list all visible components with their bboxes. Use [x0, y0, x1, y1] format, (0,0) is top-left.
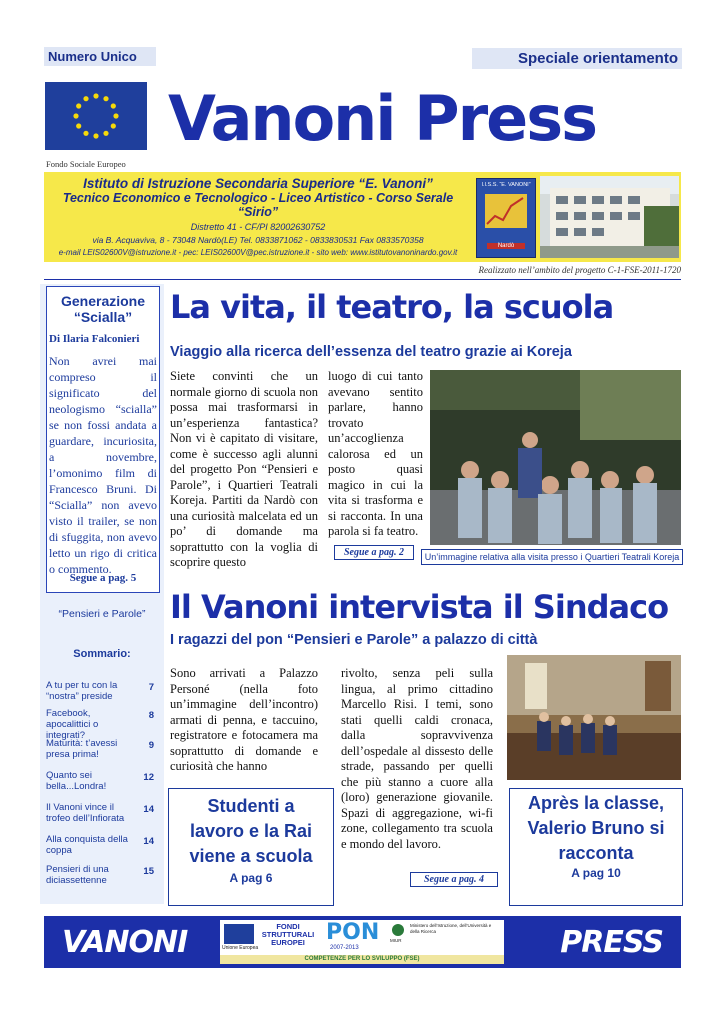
toc-item-label: Il Vanoni vince il trofeo dell’Infiorata — [46, 802, 125, 824]
school-building-photo — [540, 176, 679, 258]
pon-banner — [220, 920, 504, 964]
article1-photo — [430, 370, 681, 545]
callout-left[interactable] — [168, 788, 334, 906]
special-tag: Speciale orientamento — [472, 48, 682, 69]
toc-item[interactable] — [46, 738, 158, 770]
article2-subhead: I ragazzi del pon “Pensieri e Parole” a palazzo di città — [170, 632, 538, 648]
header-rule — [44, 279, 681, 280]
article1-headline: La vita, il teatro, la scuola — [170, 288, 614, 326]
toc-item-page: 14 — [143, 804, 154, 815]
toc-item-label: Pensieri di una diciassettenne — [46, 864, 109, 886]
article1-follow[interactable]: Segue a pag. 2 — [334, 545, 414, 560]
eu-mini-flag-icon — [224, 924, 254, 944]
project-note: Realizzato nell’ambito del progetto C-1-FSE-2011-1720 — [478, 265, 681, 275]
eu-flag-icon — [45, 82, 147, 150]
school-contacts: e-mail LEIS02600V@istruzione.it - pec: LEIS02600V@pec.istruzione.it - sito web: www.istitutovanoninardo.gov.it — [58, 248, 458, 257]
toc-item-label: Maturità: t’avessi presa prima! — [46, 738, 118, 760]
school-address: via B. Acquaviva, 8 - 73048 Nardò(LE) Tel. 0833871062 - 0833830531 Fax 0833570358 — [92, 235, 424, 245]
toc-item-label: Facebook, apocalittici o integrati? — [46, 708, 99, 741]
toc-item[interactable] — [46, 864, 158, 894]
callout-right[interactable] — [509, 788, 683, 906]
sidebar-feature-title: Generazione “Scialla” — [60, 293, 146, 325]
school-district: Distretto 41 - CF/PI 82002630752 — [190, 222, 326, 232]
school-courses: Tecnico Economico e Tecnologico - Liceo Artistico - Corso Serale “Sirio” — [62, 191, 454, 219]
school-name: Istituto di Istruzione Secondaria Superiore “E. Vanoni” — [83, 176, 433, 191]
miur-label: MIUR — [390, 938, 402, 943]
logo-graphic-icon — [477, 188, 535, 238]
footer-band — [44, 916, 681, 968]
toc-list — [46, 680, 158, 894]
article2-photo — [507, 655, 681, 780]
article1-subhead: Viaggio alla ricerca dell’essenza del teatro grazie ai Koreja — [170, 344, 572, 360]
toc-item-label: Quanto sei bella...Londra! — [46, 770, 107, 792]
masthead-title: Vanoni Press — [168, 82, 597, 155]
toc-item[interactable] — [46, 770, 158, 802]
article1-caption: Un’immagine relativa alla visita presso i Quartieri Teatrali Koreja — [421, 549, 683, 565]
toc-item-page: 15 — [143, 866, 154, 877]
callout-right-title: Après la classe, Valerio Bruno si racconta — [527, 793, 665, 863]
fondi-label: FONDI STRUTTURALI EUROPEI — [261, 922, 315, 947]
footer-left-word: VANONI — [62, 925, 188, 960]
school-band — [44, 172, 681, 262]
article2-headline: Il Vanoni intervista il Sindaco — [170, 588, 669, 626]
toc-item-page: 9 — [148, 740, 154, 751]
competenze-label: COMPETENZE PER LO SVILUPPO (FSE) — [220, 955, 504, 964]
ministero-label: Ministero dell’Istruzione, dell’Università e della Ricerca — [410, 923, 492, 934]
toc-item[interactable] — [46, 834, 158, 864]
toc-item-page: 14 — [143, 836, 154, 847]
toc-item-page: 12 — [143, 772, 154, 783]
toc-item[interactable] — [46, 708, 158, 741]
logo-sub: Nardò — [487, 243, 525, 249]
footer-right-word: PRESS — [560, 925, 663, 960]
callout-left-page: A pag 6 — [229, 871, 273, 885]
article1-col1: Siete convinti che un normale giorno di scuola non possa mai trasformarsi in un’esperienza fantastica? Non vi è capitato di visitare, come è successo agli alunni del progetto Pon “Pensieri e Parole”, i Quartieri Teatrali Koreja. Partiti da Nardò con una curiosità malcelata ed un po’ di domande ma soprattutto con la voglia di scoprire questo — [170, 369, 318, 569]
sidebar-follow[interactable]: Segue a pag. 5 — [69, 572, 137, 584]
sidebar-project-label: “Pensieri e Parole” — [58, 608, 146, 620]
eu-caption: Fondo Sociale Europeo — [46, 159, 126, 169]
pon-years: 2007-2013 — [330, 945, 359, 951]
callout-left-title: Studenti a lavoro e la Rai viene a scuola — [189, 796, 313, 866]
republic-emblem-icon — [392, 924, 404, 936]
toc-item-page: 7 — [148, 682, 154, 693]
logo-text: I.I.S.S. “E. VANONI” — [481, 182, 531, 188]
toc-item[interactable] — [46, 680, 158, 708]
article2-col1: Sono arrivati a Palazzo Personé (nella foto un’immagine dell’incontro) armati di penna, e taccuino, registratore e fotocamera ma soprattutto di domande e curiosità che hanno — [170, 666, 318, 773]
callout-right-page: A pag 10 — [571, 866, 621, 880]
toc-title: Sommario: — [73, 648, 131, 660]
issue-tag: Numero Unico — [44, 47, 156, 66]
sidebar-feature-box — [46, 286, 160, 593]
article1-col2: luogo di cui tanto avevano sentito parlare, hanno trovato un’accoglienza calorosa ed un posto quasi magico in cui la vita si trasforma e si racconta. In una parola si fa teatro. — [328, 369, 423, 538]
toc-item-page: 8 — [148, 710, 154, 721]
article2-col2: rivolto, senza peli sulla lingua, al primo cittadino Marcello Risi. I temi, sono stati quelli caldi cronaca, dalla sopravvivenza dell’ospedale al dissesto delle strade, passando per quelli che più stanno a cuore alla (loro) generazione giovanile. Spazi di aggregazione, wi-fi zone, collegamento tra scuola e mondo del lavoro. — [341, 666, 493, 851]
eu-label: Unione Europea — [222, 945, 259, 951]
sidebar-author: Di Ilaria Falconieri — [49, 333, 140, 345]
school-logo — [476, 178, 536, 258]
toc-item[interactable] — [46, 802, 158, 834]
toc-item-label: Alla conquista della coppa — [46, 834, 128, 856]
article2-follow[interactable]: Segue a pag. 4 — [410, 872, 498, 887]
sidebar-body: Non avrei mai compreso il significato del neologismo “scialla” se non fossi andata a guardare, incuriosita, a novembre, l’omonimo film di Francesco Bruni. Di “Scialla” non avevo visto il trailer, se non di sfuggita, non avevo letto un rigo di critica o commento. — [49, 354, 157, 576]
toc-item-label: A tu per tu con la “nostra” preside — [46, 680, 118, 702]
pon-label: PON — [326, 920, 380, 945]
